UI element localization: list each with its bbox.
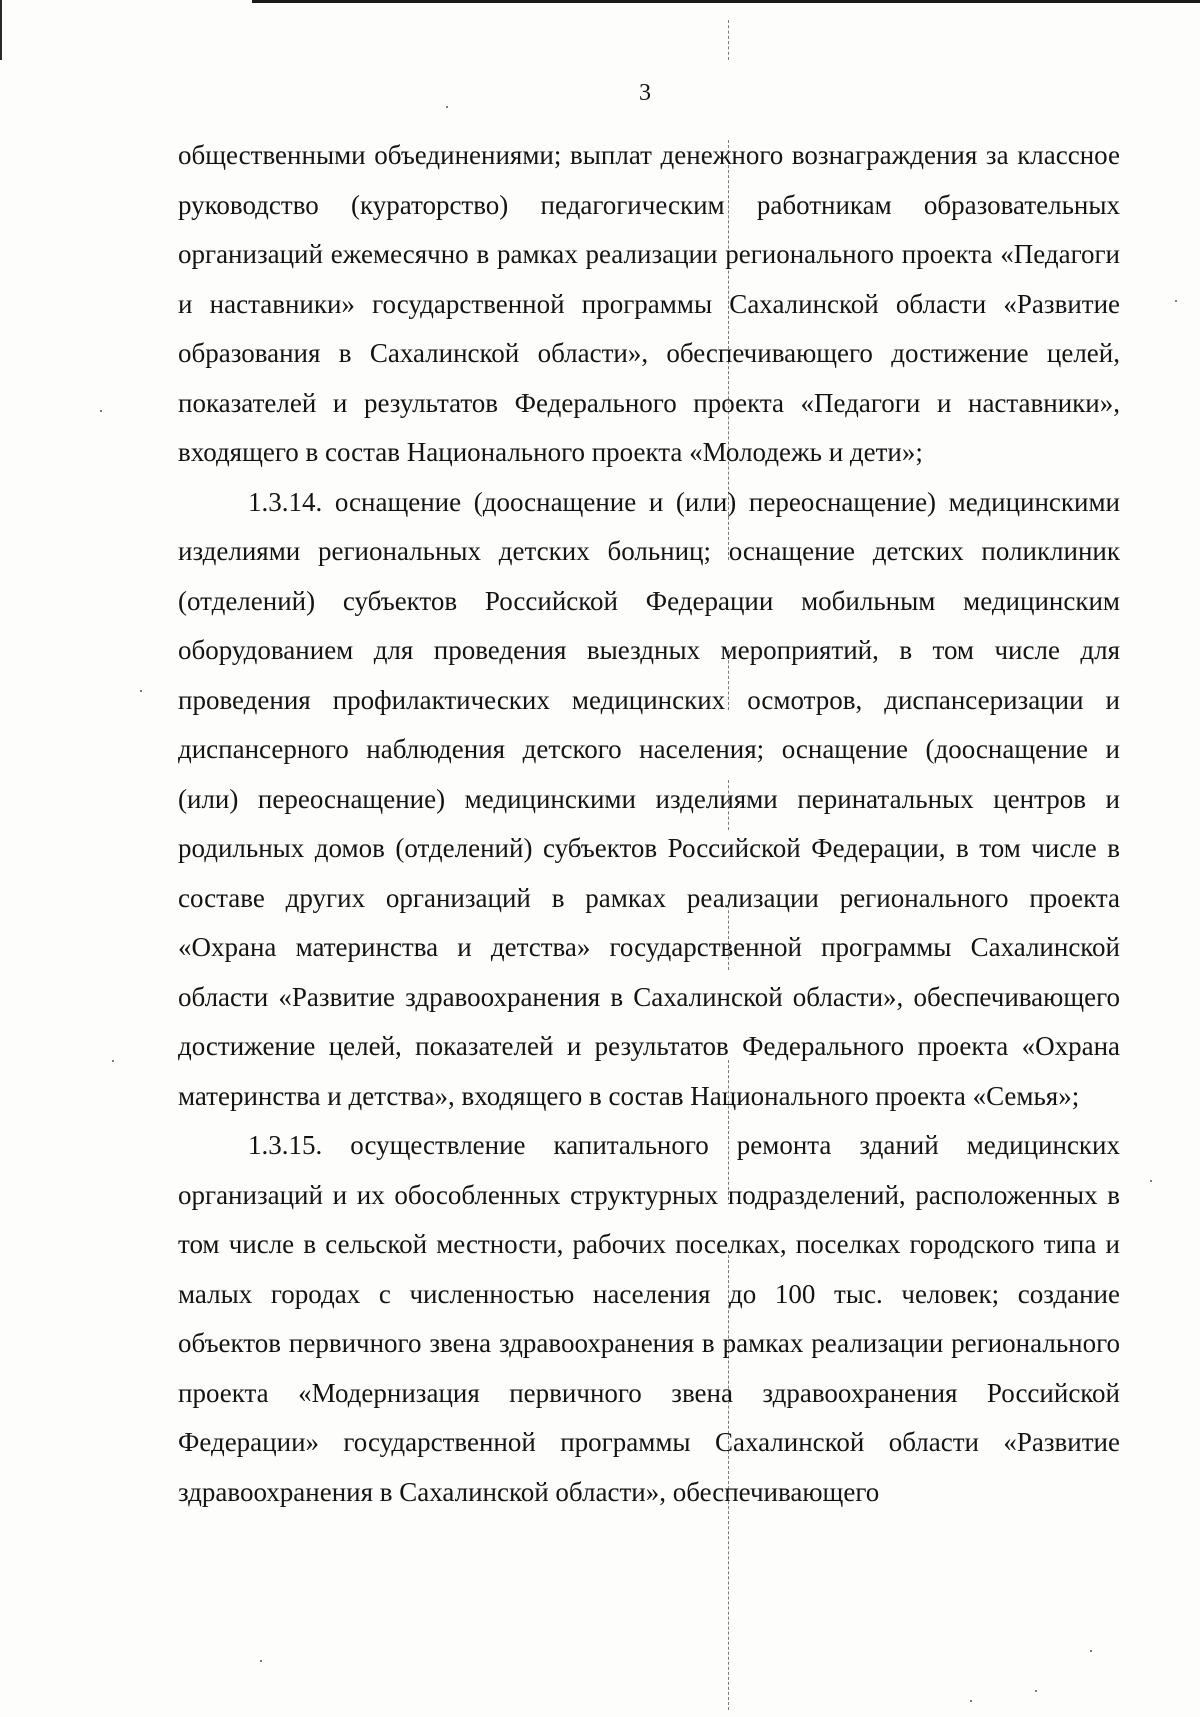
scan-speck <box>112 1060 114 1062</box>
document-body <box>178 131 1120 1517</box>
left-border-line <box>0 0 2 60</box>
scan-speck <box>100 410 102 412</box>
scan-speck <box>140 690 142 692</box>
scan-speck <box>260 1660 262 1662</box>
paragraph-item-1-3-15: 1.3.15. осуществление капитального ремонта зданий медицинских организаций и их обособленных структурных подразделений, расположенных в том числе в сельской местности, рабочих поселках, поселках городского типа и малых городах с численностью населения до 100 тыс. человек; создание объектов первичного звена здравоохранения в рамках реализации регионального проекта «Модернизация первичного звена здравоохранения Российской Федерации» государственной программы Сахалинской области «Развитие здравоохранения в Сахалинской области», обеспечивающего <box>178 1130 1120 1507</box>
scan-speck <box>970 1700 972 1702</box>
top-border-line <box>252 0 1200 3</box>
scan-fold-line <box>728 20 729 60</box>
scan-speck <box>1175 300 1177 302</box>
scan-speck <box>1035 1690 1037 1692</box>
paragraph-continuation: общественными объединениями; выплат денежного вознаграждения за классное руководство (кураторство) педагогическим работникам образовательных организаций ежемесячно в рамках реализации регионального проекта «Педагоги и наставники» государственной программы Сахалинской области «Развитие образования в Сахалинской области», обеспечивающего достижение целей, показателей и результатов Федерального проекта «Педагоги и наставники», входящего в состав Национального проекта «Молодежь и дети»; <box>178 140 1120 467</box>
scan-speck <box>1090 1650 1092 1652</box>
scan-speck <box>1150 1180 1152 1182</box>
page-number: 3 <box>639 80 651 106</box>
paragraph-item-1-3-14: 1.3.14. оснащение (дооснащение и (или) переоснащение) медицинскими изделиями региональных детских больниц; оснащение детских поликлиник (отделений) субъектов Российской Федерации мобильным медицинским оборудованием для проведения выездных мероприятий, в том числе для проведения профилактических медицинских осмотров, диспансеризации и диспансерного наблюдения детского населения; оснащение (дооснащение и (или) переоснащение) медицинскими изделиями перинатальных центров и родильных домов (отделений) субъектов Российской Федерации, в том числе в составе других организаций в рамках реализации регионального проекта «Охрана материнства и детства» государственной программы Сахалинской области «Развитие здравоохранения в Сахалинской области», обеспечивающего достижение целей, показателей и результатов Федерального проекта «Охрана материнства и детства», входящего в состав Национального проекта «Семья»; <box>178 486 1120 1111</box>
